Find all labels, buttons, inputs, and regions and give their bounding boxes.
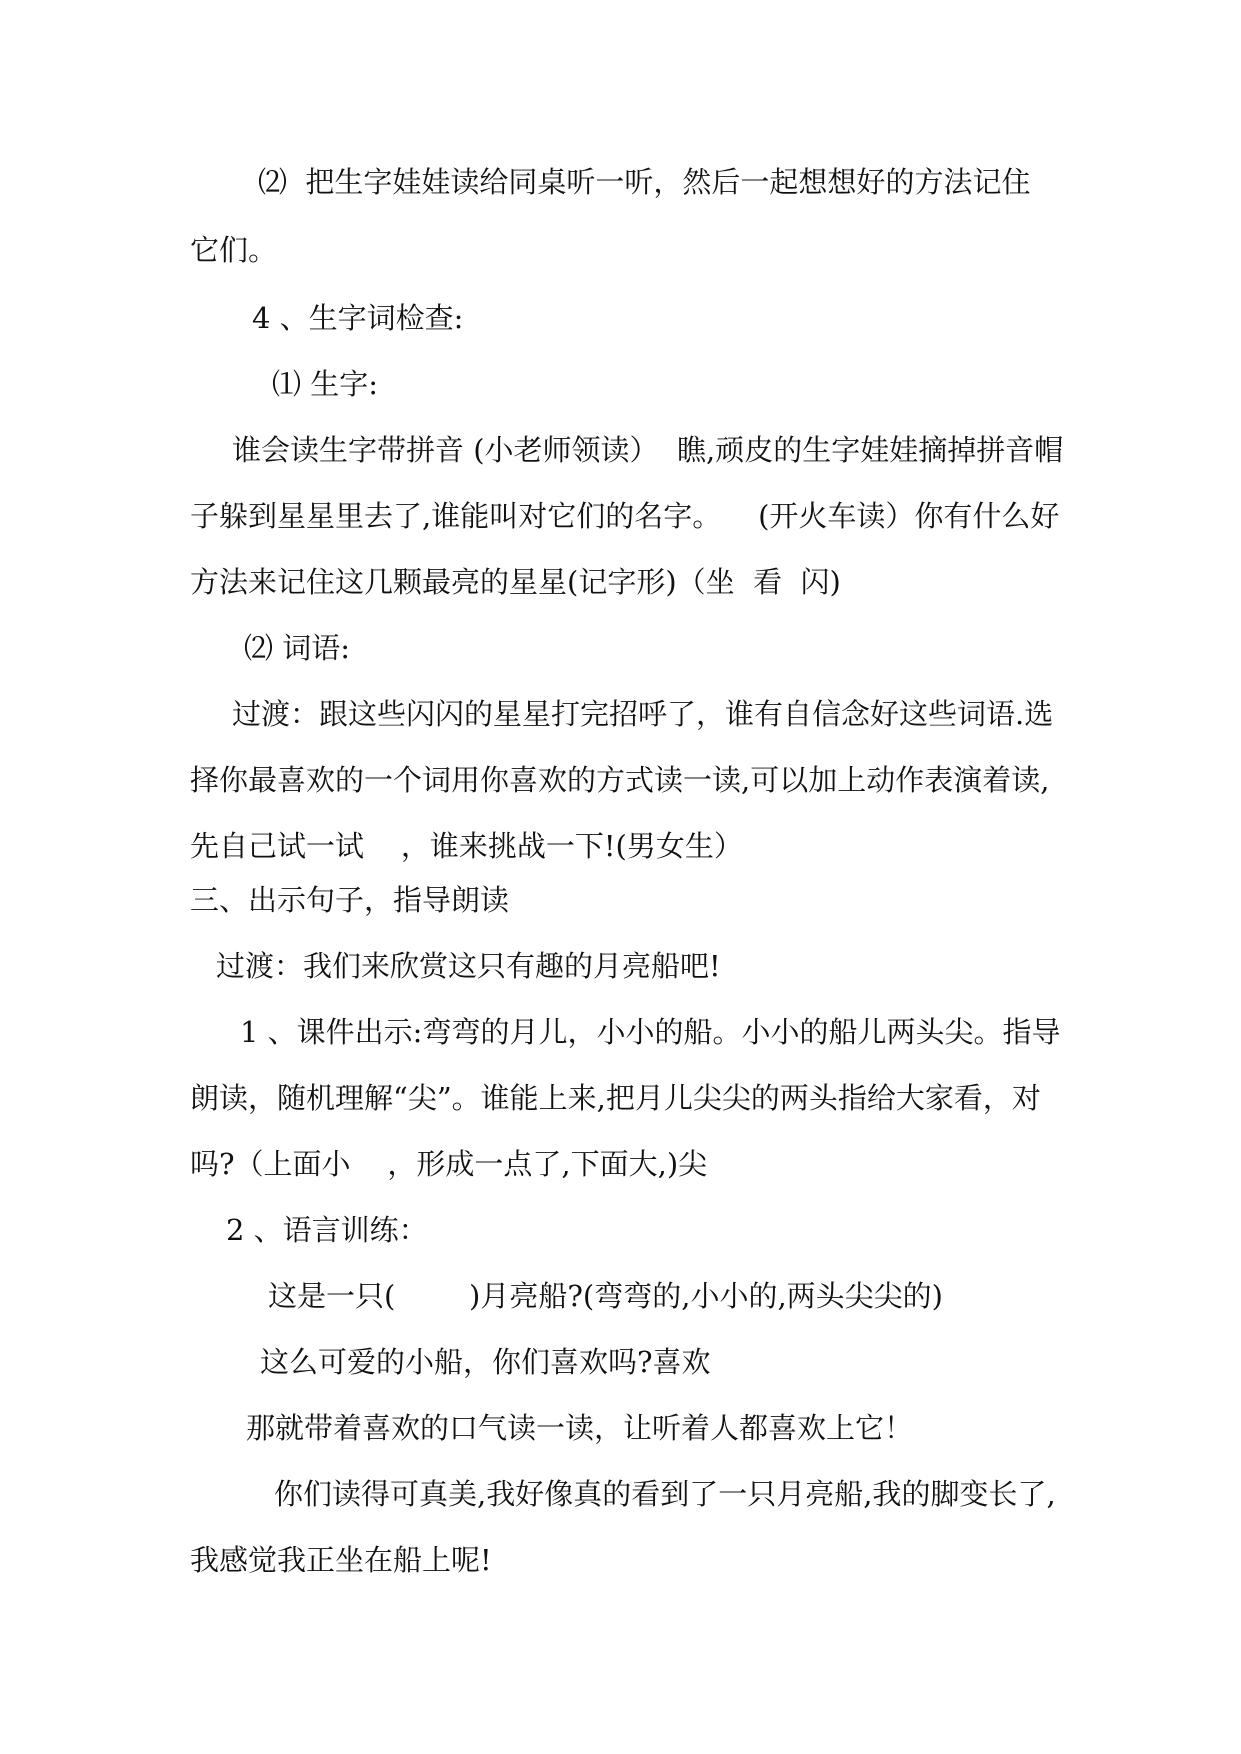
text-line: ⑴ 生字:: [272, 367, 378, 401]
text-line: 它们。: [190, 233, 278, 267]
text-line: 1 、课件出示:弯弯的月儿，小小的船。小小的船儿两头尖。指导: [240, 1015, 1061, 1049]
text-line: 你们读得可真美,我好像真的看到了一只月亮船,我的脚变长了,: [274, 1477, 1056, 1511]
text-line: 谁会读生字带拼音 (小老师领读） 瞧,顽皮的生字娃娃摘掉拼音帽: [232, 433, 1064, 467]
text-line: 子躲到星星里去了,谁能叫对它们的名字。 (开火车读）你有什么好: [190, 499, 1060, 533]
text-line: 过渡：跟这些闪闪的星星打完招呼了，谁有自信念好这些词语.选: [232, 697, 1054, 731]
text-line: 这是一只( )月亮船?(弯弯的,小小的,两头尖尖的): [268, 1279, 943, 1313]
text-line: 4 、生字词检查:: [252, 301, 464, 335]
text-line: 这么可爱的小船，你们喜欢吗?喜欢: [260, 1345, 711, 1379]
text-line: 择你最喜欢的一个词用你喜欢的方式读一读,可以加上动作表演着读,: [190, 763, 1050, 797]
text-line: ⑵ 把生字娃娃读给同桌听一听，然后一起想想好的方法记住: [258, 165, 1031, 199]
text-line: 那就带着喜欢的口气读一读，让听着人都喜欢上它！: [246, 1411, 914, 1445]
text-line: ⑵ 词语:: [244, 631, 350, 665]
text-line: 三、出示句子，指导朗读: [190, 883, 510, 917]
text-line: 方法来记住这几颗最亮的星星(记字形)（坐 看 闪): [190, 565, 841, 599]
text-line: 朗读，随机理解“尖”。谁能上来,把月儿尖尖的两头指给大家看，对: [190, 1081, 1041, 1115]
text-line: 我感觉我正坐在船上呢!: [190, 1543, 492, 1577]
text-line: 吗?（上面小 ，形成一点了,下面大,)尖: [190, 1147, 708, 1181]
text-line: 2 、语言训练：: [226, 1213, 428, 1247]
text-line: 先自己试一试 ，谁来挑战一下!(男女生）: [190, 829, 743, 863]
text-line: 过渡：我们来欣赏这只有趣的月亮船吧!: [216, 949, 721, 983]
